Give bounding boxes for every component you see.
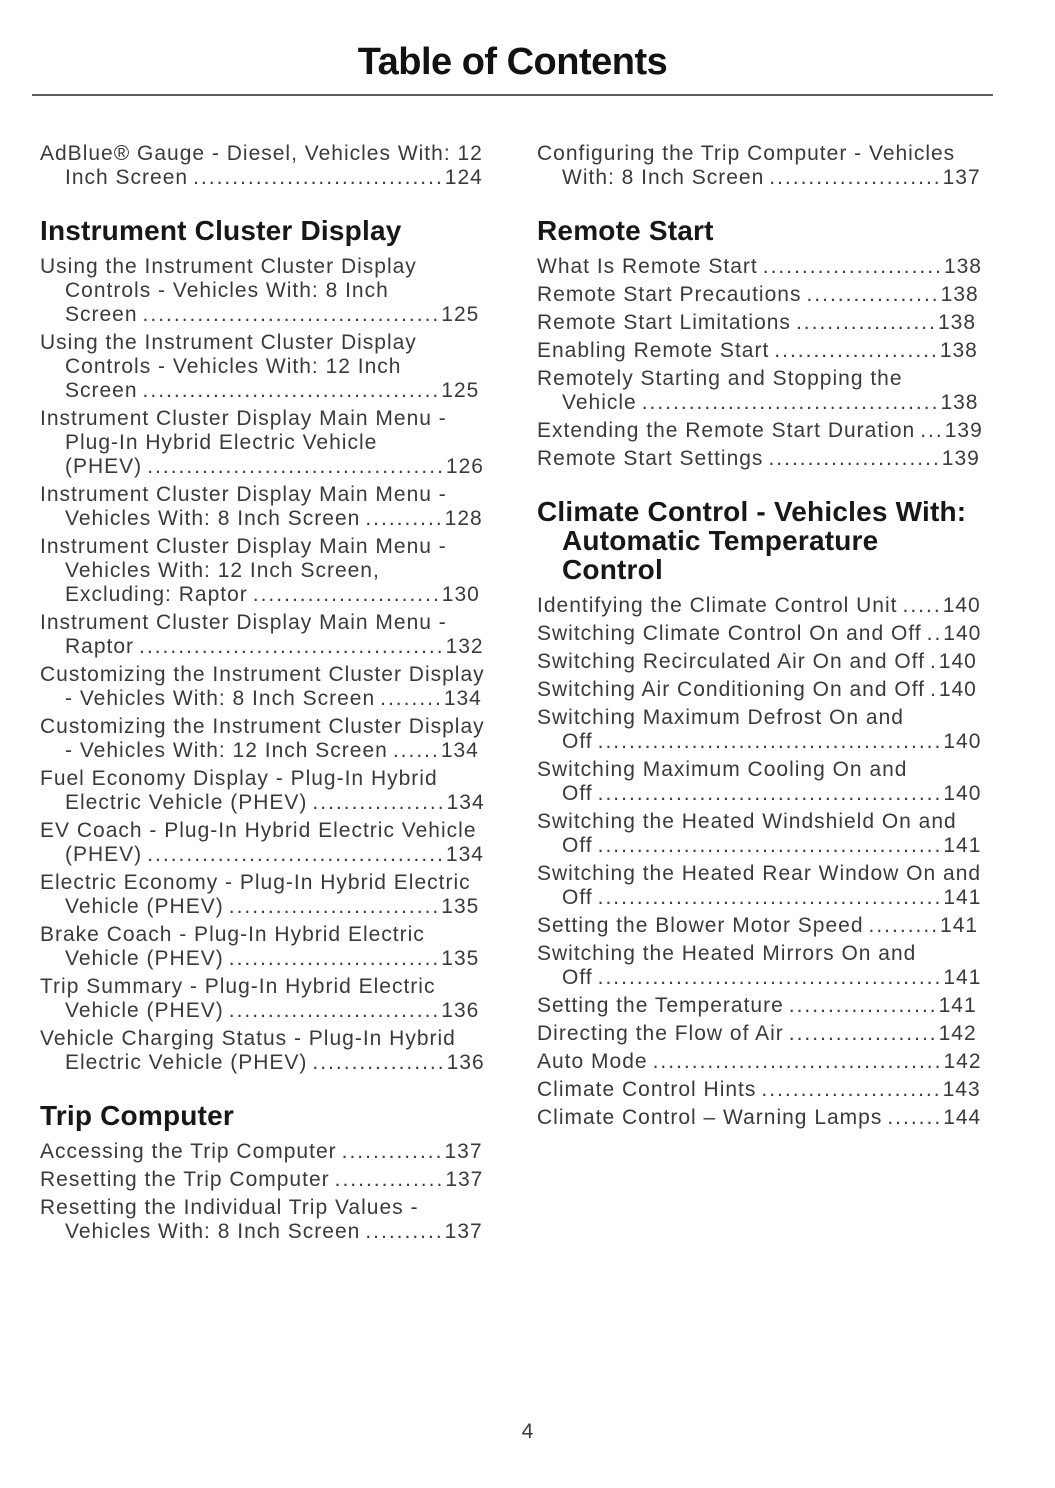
- toc-dot-leader: ...................: [788, 1022, 938, 1045]
- toc-entry: [537, 339, 983, 363]
- toc-dot-leader: ................................: [193, 166, 444, 189]
- toc-entry: [537, 942, 983, 990]
- toc-entry-page-number: 137: [942, 166, 981, 189]
- toc-dot-leader: .......................................: [139, 635, 445, 658]
- toc-entry-page-number: 134: [446, 791, 485, 814]
- toc-dot-leader: ...........................: [228, 947, 441, 970]
- toc-section-heading: Trip Computer: [40, 1100, 234, 1131]
- toc-entry-title: Instrument Cluster Display Main Menu - Plug-In Hybrid Electric Vehicle (PHEV): [40, 407, 447, 478]
- toc-entry: [40, 975, 486, 1023]
- toc-entry: [537, 994, 983, 1018]
- toc-entry-page-number: 138: [943, 255, 982, 278]
- toc-entry-page-number: 138: [939, 339, 978, 362]
- toc-dot-leader: .................: [806, 283, 940, 306]
- toc-entry-page-number: 137: [445, 1168, 484, 1191]
- toc-entry-title: Customizing the Instrument Cluster Display - Vehicles With: 8 Inch Screen: [40, 663, 485, 710]
- toc-dot-leader: ............................................: [597, 782, 943, 805]
- toc-entry: [537, 1106, 983, 1130]
- toc-dot-leader: ......................................: [142, 379, 441, 402]
- toc-entry-page-number: 137: [444, 1140, 483, 1163]
- toc-dot-leader: .: [929, 678, 938, 701]
- toc-entry: [537, 367, 983, 415]
- page-footer-number: 4: [521, 1420, 534, 1443]
- toc-dot-leader: ..................: [795, 311, 937, 334]
- toc-entry-title: Brake Coach - Plug-In Hybrid Electric Vehicle (PHEV): [40, 923, 425, 970]
- toc-dot-leader: .......................: [762, 255, 943, 278]
- toc-dot-leader: ......................................: [142, 303, 441, 326]
- toc-entry: [537, 678, 983, 702]
- toc-dot-leader: ...: [920, 419, 944, 442]
- toc-dot-leader: ..........: [365, 1220, 444, 1243]
- toc-entry-title: Switching Air Conditioning On and Off: [537, 678, 925, 701]
- toc-entry-title: Switching the Heated Mirrors On and Off: [537, 942, 917, 989]
- toc-dot-leader: .......: [887, 1106, 943, 1129]
- toc-entry-page-number: 134: [440, 739, 479, 762]
- toc-entry-page-number: 137: [444, 1220, 483, 1243]
- toc-dot-leader: ..: [926, 622, 943, 645]
- toc-entry: [537, 1050, 983, 1074]
- toc-dot-leader: ......................................: [147, 455, 445, 478]
- toc-entry: [40, 407, 486, 479]
- toc-column: [40, 142, 486, 1248]
- title-rule: [32, 94, 993, 96]
- toc-dot-leader: ........................: [252, 583, 441, 606]
- toc-entry: [537, 1022, 983, 1046]
- toc-entry-page-number: 139: [941, 447, 980, 470]
- toc-entry: [537, 447, 983, 471]
- toc-entry: [537, 311, 983, 335]
- toc-dot-leader: ......................: [768, 447, 941, 470]
- toc-dot-leader: .....................................: [652, 1050, 943, 1073]
- page-header: [32, 40, 993, 96]
- toc-dot-leader: .....: [902, 594, 942, 617]
- toc-entry-title: Using the Instrument Cluster Display Controls - Vehicles With: 12 Inch Screen: [40, 331, 417, 402]
- toc-dot-leader: ........: [380, 687, 443, 710]
- toc-dot-leader: ......................................: [641, 391, 940, 414]
- toc-entry-title: Switching Recirculated Air On and Off: [537, 650, 925, 673]
- toc-entry: [40, 767, 486, 815]
- toc-entry: [40, 142, 486, 190]
- toc-entry-title: Remote Start Precautions: [537, 283, 802, 306]
- toc-entry-title: Remote Start Settings: [537, 447, 764, 470]
- toc-entry-title: Setting the Blower Motor Speed: [537, 914, 864, 937]
- toc-entry-page-number: 136: [441, 999, 480, 1022]
- toc-entry-title: Fuel Economy Display - Plug-In Hybrid Electric Vehicle (PHEV): [40, 767, 438, 814]
- toc-entry-title: Remote Start Limitations: [537, 311, 791, 334]
- toc-entry-title: Climate Control – Warning Lamps: [537, 1106, 883, 1129]
- toc-entry-page-number: 140: [938, 650, 977, 673]
- toc-entry-title: Instrument Cluster Display Main Menu - Vehicles With: 12 Inch Screen, Excluding: Raptor: [40, 535, 447, 606]
- toc-dot-leader: ...........................: [228, 895, 441, 918]
- toc-entry: [40, 331, 486, 403]
- toc-entry: [40, 923, 486, 971]
- toc-dot-leader: ...................: [788, 994, 938, 1017]
- toc-entry: [40, 663, 486, 711]
- toc-dot-leader: ............................................: [597, 834, 943, 857]
- toc-entry-title: Switching Maximum Defrost On and Off: [537, 706, 904, 753]
- toc-entry-page-number: 136: [446, 1051, 485, 1074]
- toc-entry-title: Instrument Cluster Display Main Menu - Vehicles With: 8 Inch Screen: [40, 483, 447, 530]
- toc-entry-page-number: 141: [938, 994, 977, 1017]
- toc-entry-title: Setting the Temperature: [537, 994, 784, 1017]
- toc-entry-page-number: 126: [445, 455, 484, 478]
- toc-entry-page-number: 142: [938, 1022, 977, 1045]
- toc-entry: [40, 715, 486, 763]
- toc-entry: [40, 1196, 486, 1244]
- toc-entry-title: Remotely Starting and Stopping the Vehicle: [537, 367, 903, 414]
- toc-entry-title: AdBlue® Gauge - Diesel, Vehicles With: 12 Inch Screen: [40, 142, 483, 189]
- toc-entry-page-number: 144: [943, 1106, 982, 1129]
- toc-entry-page-number: 128: [444, 507, 483, 530]
- toc-entry-page-number: 140: [943, 622, 982, 645]
- toc-dot-leader: .: [929, 650, 938, 673]
- toc-entry: [537, 283, 983, 307]
- toc-dot-leader: ............................................: [597, 730, 943, 753]
- toc-entry-page-number: 140: [938, 678, 977, 701]
- toc-dot-leader: ......................: [769, 166, 942, 189]
- toc-entry: [40, 483, 486, 531]
- toc-entry-title: Electric Economy - Plug-In Hybrid Electric Vehicle (PHEV): [40, 871, 471, 918]
- toc-entry: [40, 611, 486, 659]
- toc-entry-title: Switching the Heated Rear Window On and Off: [537, 862, 982, 909]
- toc-column: [537, 142, 983, 1248]
- toc-entry-title: Switching Climate Control On and Off: [537, 622, 922, 645]
- toc-section-heading: Remote Start: [537, 215, 714, 246]
- toc-entry-page-number: 140: [943, 782, 982, 805]
- toc-entry-page-number: 130: [441, 583, 480, 606]
- toc-entry-title: Identifying the Climate Control Unit: [537, 594, 898, 617]
- toc-entry-page-number: 125: [441, 303, 480, 326]
- toc-entry-title: Resetting the Trip Computer: [40, 1168, 330, 1191]
- toc-entry-page-number: 142: [943, 1050, 982, 1073]
- toc-entry: [537, 255, 983, 279]
- toc-entry-page-number: 140: [943, 730, 982, 753]
- toc-dot-leader: .................: [312, 1051, 446, 1074]
- toc-entry-page-number: 141: [943, 886, 982, 909]
- toc-entry: [537, 622, 983, 646]
- toc-entry: [537, 142, 983, 190]
- toc-entry: [537, 594, 983, 618]
- toc-entry-title: Vehicle Charging Status - Plug-In Hybrid Electric Vehicle (PHEV): [40, 1027, 456, 1074]
- toc-entry-title: Trip Summary - Plug-In Hybrid Electric Vehicle (PHEV): [40, 975, 436, 1022]
- toc-entry-page-number: 134: [445, 843, 484, 866]
- toc-entry-page-number: 124: [444, 166, 483, 189]
- toc-entry-title: Resetting the Individual Trip Values - Vehicles With: 8 Inch Screen: [40, 1196, 419, 1243]
- toc-dot-leader: ............................................: [597, 966, 943, 989]
- toc-entry-title: Climate Control Hints: [537, 1078, 757, 1101]
- toc-entry-title: Directing the Flow of Air: [537, 1022, 784, 1045]
- toc-entry: [40, 1140, 486, 1164]
- toc-entry-page-number: 141: [940, 914, 979, 937]
- toc-entry-page-number: 139: [944, 419, 983, 442]
- toc-entry-page-number: 125: [441, 379, 480, 402]
- toc-entry-page-number: 134: [443, 687, 482, 710]
- toc-dot-leader: ......: [392, 739, 440, 762]
- toc-entry: [537, 706, 983, 754]
- toc-entry: [537, 1078, 983, 1102]
- toc-entry-title: EV Coach - Plug-In Hybrid Electric Vehicle (PHEV): [40, 819, 477, 866]
- toc-dot-leader: .....................: [774, 339, 939, 362]
- toc-entry-title: Configuring the Trip Computer - Vehicles With: 8 Inch Screen: [537, 142, 956, 189]
- toc-entry: [40, 871, 486, 919]
- toc-entry-page-number: 138: [940, 391, 979, 414]
- toc-entry-title: Extending the Remote Start Duration: [537, 419, 916, 442]
- toc-entry: [537, 810, 983, 858]
- toc-dot-leader: ..............: [334, 1168, 445, 1191]
- toc-entry: [537, 862, 983, 910]
- toc-entry: [537, 419, 983, 443]
- toc-entry-title: Switching the Heated Windshield On and Off: [537, 810, 957, 857]
- toc-entry: [40, 819, 486, 867]
- toc-entry: [40, 1027, 486, 1075]
- toc-section-heading: Climate Control - Vehicles With: Automatic Temperature Control: [537, 496, 967, 585]
- toc-dot-leader: .............: [341, 1140, 444, 1163]
- toc-entry-page-number: 140: [942, 594, 981, 617]
- toc-entry-title: Auto Mode: [537, 1050, 648, 1073]
- toc-entry-title: Enabling Remote Start: [537, 339, 770, 362]
- toc-columns: [0, 142, 1055, 1248]
- toc-entry-title: Customizing the Instrument Cluster Display - Vehicles With: 12 Inch Screen: [40, 715, 485, 762]
- toc-dot-leader: ............................................: [597, 886, 943, 909]
- toc-dot-leader: .................: [312, 791, 446, 814]
- toc-dot-leader: .......................: [761, 1078, 942, 1101]
- toc-entry: [40, 255, 486, 327]
- toc-entry: [537, 914, 983, 938]
- toc-entry-title: Using the Instrument Cluster Display Controls - Vehicles With: 8 Inch Screen: [40, 255, 417, 326]
- toc-dot-leader: .........: [868, 914, 940, 937]
- page-title: Table of Contents: [357, 41, 668, 83]
- toc-entry-page-number: 132: [445, 635, 484, 658]
- toc-entry: [537, 650, 983, 674]
- toc-section-heading: Instrument Cluster Display: [40, 215, 402, 246]
- toc-entry-title: What Is Remote Start: [537, 255, 758, 278]
- toc-entry-page-number: 135: [441, 895, 480, 918]
- toc-entry: [40, 535, 486, 607]
- toc-entry-page-number: 135: [441, 947, 480, 970]
- toc-entry: [537, 758, 983, 806]
- toc-entry-page-number: 138: [940, 283, 979, 306]
- toc-dot-leader: ...........................: [228, 999, 441, 1022]
- toc-entry: [40, 1168, 486, 1192]
- toc-entry-page-number: 141: [943, 966, 982, 989]
- toc-entry-page-number: 141: [943, 834, 982, 857]
- toc-entry-title: Instrument Cluster Display Main Menu - Raptor: [40, 611, 447, 658]
- toc-dot-leader: ......................................: [147, 843, 445, 866]
- toc-entry-page-number: 143: [942, 1078, 981, 1101]
- toc-dot-leader: ..........: [365, 507, 444, 530]
- toc-entry-title: Switching Maximum Cooling On and Off: [537, 758, 908, 805]
- toc-entry-page-number: 138: [937, 311, 977, 334]
- toc-entry-title: Accessing the Trip Computer: [40, 1140, 337, 1163]
